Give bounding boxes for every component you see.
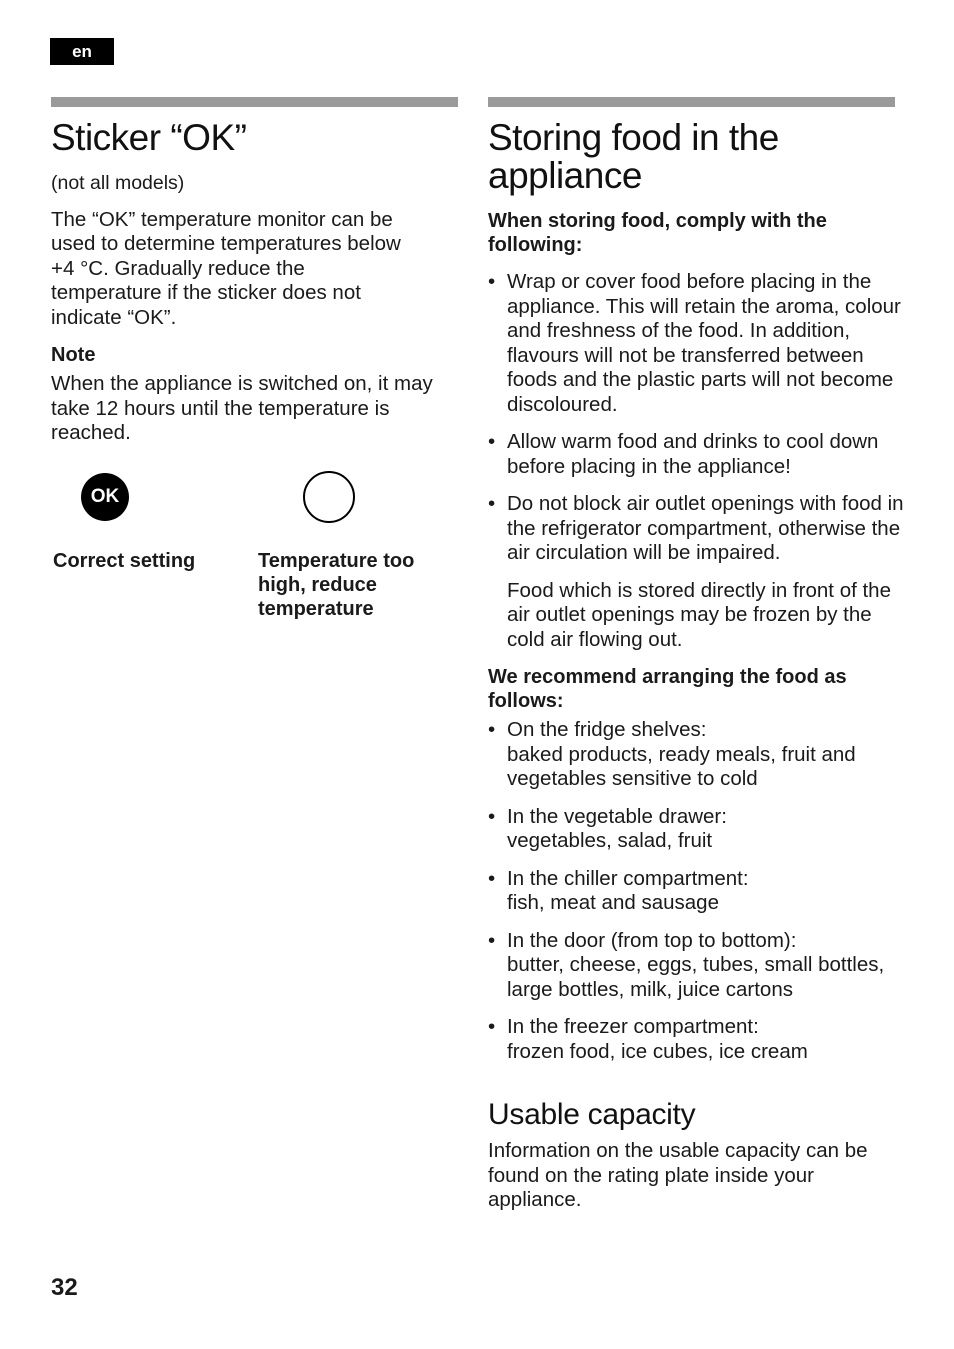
storing-food-section xyxy=(488,97,913,1213)
arrange-foods: vegetables, salad, fruit xyxy=(507,829,713,852)
arrange-foods: fish, meat and sausage xyxy=(507,891,719,914)
list-item: • Do not block air outlet openings with food in the refrigerator compartment, otherwise the air circulation will be impaired. xyxy=(488,492,907,566)
arrange-foods: butter, cheese, eggs, tubes, small bottles, large bottles, milk, juice cartons xyxy=(507,953,885,1001)
storing-rules-list xyxy=(488,270,913,566)
arrange-foods: frozen food, ice cubes, ice cream xyxy=(507,1039,808,1063)
list-item xyxy=(488,929,913,1003)
storing-intro-heading: When storing food, comply with the following: xyxy=(488,210,827,256)
sticker-ok-subtitle: (not all models) xyxy=(51,172,185,194)
arrange-heading: We recommend arranging the food as follows: xyxy=(488,666,847,712)
list-item: • Allow warm food and drinks to cool down before placing in the appliance! xyxy=(488,430,907,479)
arrange-location: In the vegetable drawer: xyxy=(507,804,727,828)
blank-sticker-icon xyxy=(303,471,355,523)
correct-setting-label: Correct setting xyxy=(53,550,196,572)
arrange-location: In the freezer compartment: xyxy=(507,1015,759,1038)
usable-capacity-body: Information on the usable capacity can be found on the rating plate inside your appliance. xyxy=(488,1139,868,1211)
sticker-ok-body: The “OK” temperature monitor can be used to determine temperatures below +4 °C. Gradually reduce the temperature if the sticker does not indicate “OK”. xyxy=(51,207,401,329)
language-tab: en xyxy=(50,38,114,65)
list-item xyxy=(488,867,913,916)
air-outlet-note: Food which is stored directly in front of the air outlet openings may be frozen by the cold air flowing out. xyxy=(507,578,891,651)
temperature-too-high-label: Temperature too high, reduce temperature xyxy=(258,550,415,620)
arrange-location: In the door (from top to bottom): xyxy=(507,928,797,952)
note-text: When the appliance is switched on, it may take 12 hours until the temperature is reached. xyxy=(51,372,433,444)
storing-food-title: Storing food in the appliance xyxy=(488,117,779,196)
sticker-ok-section xyxy=(51,97,461,620)
note-heading: Note xyxy=(51,344,96,366)
list-item: • Wrap or cover food before placing in the appliance. This will retain the aroma, colour and freshness of the food. In addition, flavours will not be transferred between foods and the plastic parts will not become discoloured. xyxy=(488,270,913,417)
arrangement-list xyxy=(488,718,913,1064)
list-item xyxy=(488,718,913,792)
sticker-ok-title: Sticker “OK” xyxy=(51,117,247,158)
arrange-location: On the fridge shelves: xyxy=(507,718,707,741)
list-item xyxy=(488,1015,913,1064)
ok-sticker-icon: OK xyxy=(81,473,129,521)
page-number: 32 xyxy=(51,1274,78,1301)
usable-capacity-title: Usable capacity xyxy=(488,1098,696,1131)
arrange-foods: baked products, ready meals, fruit and vegetables sensitive to cold xyxy=(507,742,856,790)
arrange-location: In the chiller compartment: xyxy=(507,866,749,890)
list-item xyxy=(488,805,913,854)
section-rule xyxy=(488,97,895,107)
section-rule xyxy=(51,97,458,107)
